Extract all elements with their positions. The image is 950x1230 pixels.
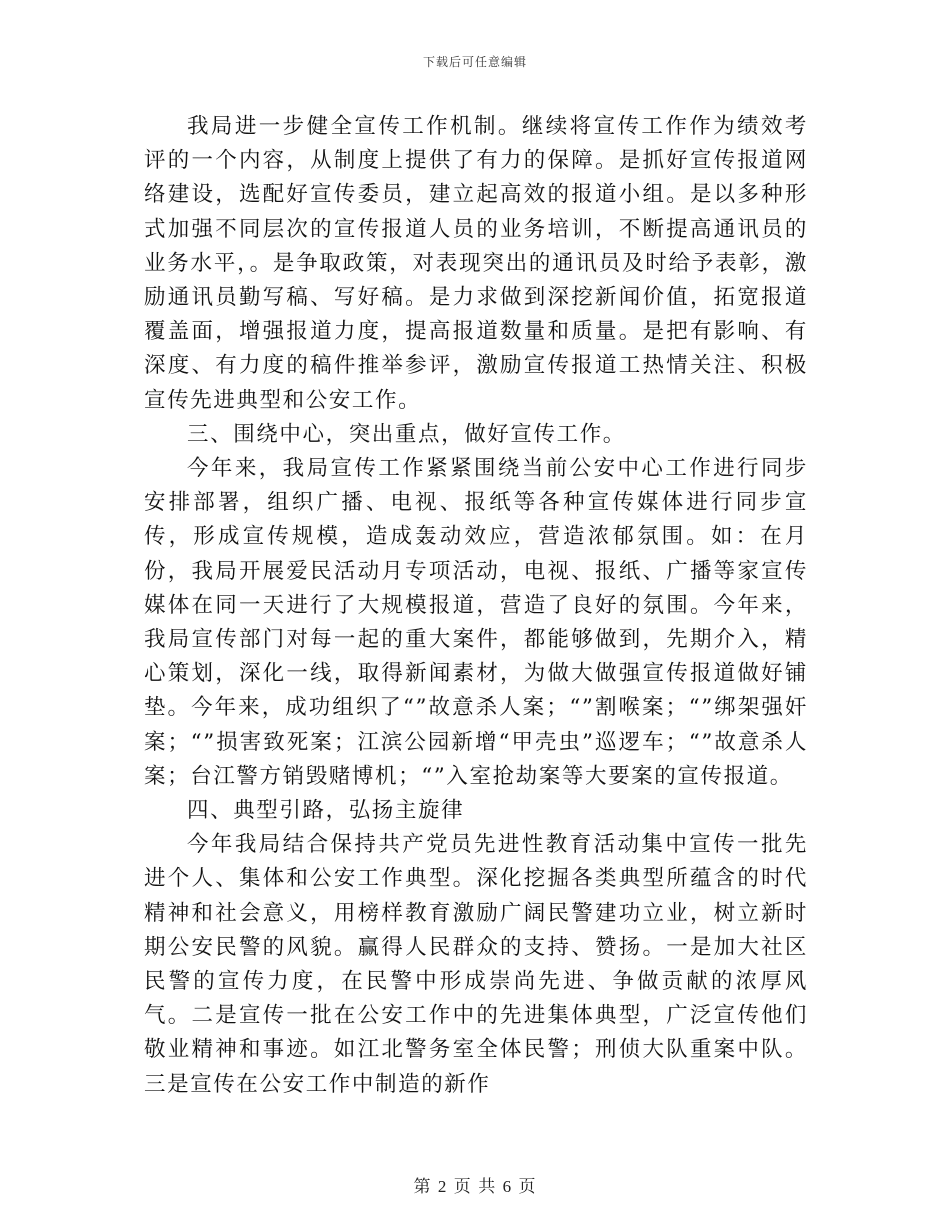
paragraph-center-work: 今年来，我局宣传工作紧紧围绕当前公安中心工作进行同步安排部署，组织广播、电视、报纸等各种宣传媒体进行同步宣传，形成宣传规模，造成轰动效应，营造浓郁氛围。如：在月份，我局开展爱民活动月专项活动，电视、报纸、广播等家宣传媒体在同一天进行了大规模报道，营造了良好的氛围。今年来，我局宣传部门对每一起的重大案件，都能够做到，先期介入，精心策划，深化一线，取得新闻素材，为做大做强宣传报道做好铺垫。今年来，成功组织了“”故意杀人案；“”割喉案；“”绑架强奸案；“”损害致死案；江滨公园新增“甲壳虫”巡逻车；“”故意杀人案；台江警方销毁赌博机；“”入室抢劫案等大要案的宣传报道。 [144,456,808,789]
page-header-note: 下载后可任意编辑 [422,55,527,69]
footer-suffix: 页 [518,1177,537,1197]
footer-total-pages: 6 [502,1177,513,1196]
footer-middle: 页 共 [453,1177,497,1197]
section-heading-four: 四、典型引路，弘扬主旋律 [187,798,465,824]
document-body [144,110,808,1102]
footer-prefix: 第 [413,1177,432,1197]
paragraph-typical-examples: 今年我局结合保持共产党员先进性教育活动集中宣传一批先进个人、集体和公安工作典型。深化挖掘各类典型所蕴含的时代精神和社会意义，用榜样教育激励广阔民警建功立业，树立新时期公安民警的风貌。赢得人民群众的支持、赞扬。一是加大社区民警的宣传力度，在民警中形成崇尚先进、争做贡献的浓厚风气。二是宣传一批在公安工作中的先进集体典型，广泛宣传他们敬业精神和事迹。如江北警务室全体民警；刑侦大队重案中队。三是宣传在公安工作中制造的新作 [144,832,808,1097]
footer-page-number: 2 [437,1177,448,1196]
paragraph-propaganda-mechanism: 我局进一步健全宣传工作机制。继续将宣传工作作为绩效考评的一个内容，从制度上提供了有力的保障。是抓好宣传报道网络建设，选配好宣传委员，建立起高效的报道小组。是以多种形式加强不同层次的宣传报道人员的业务培训，不断提高通讯员的业务水平，。是争取政策，对表现突出的通讯员及时给予表彰，激励通讯员勤写稿、写好稿。是力求做到深挖新闻价值，拓宽报道覆盖面，增强报道力度，提高报道数量和质量。是把有影响、有深度、有力度的稿件推举参评，激励宣传报道工热情关注、积极宣传先进典型和公安工作。 [144,114,808,413]
section-heading-three: 三、围绕中心，突出重点，做好宣传工作。 [187,421,626,447]
page-footer [0,1172,950,1197]
